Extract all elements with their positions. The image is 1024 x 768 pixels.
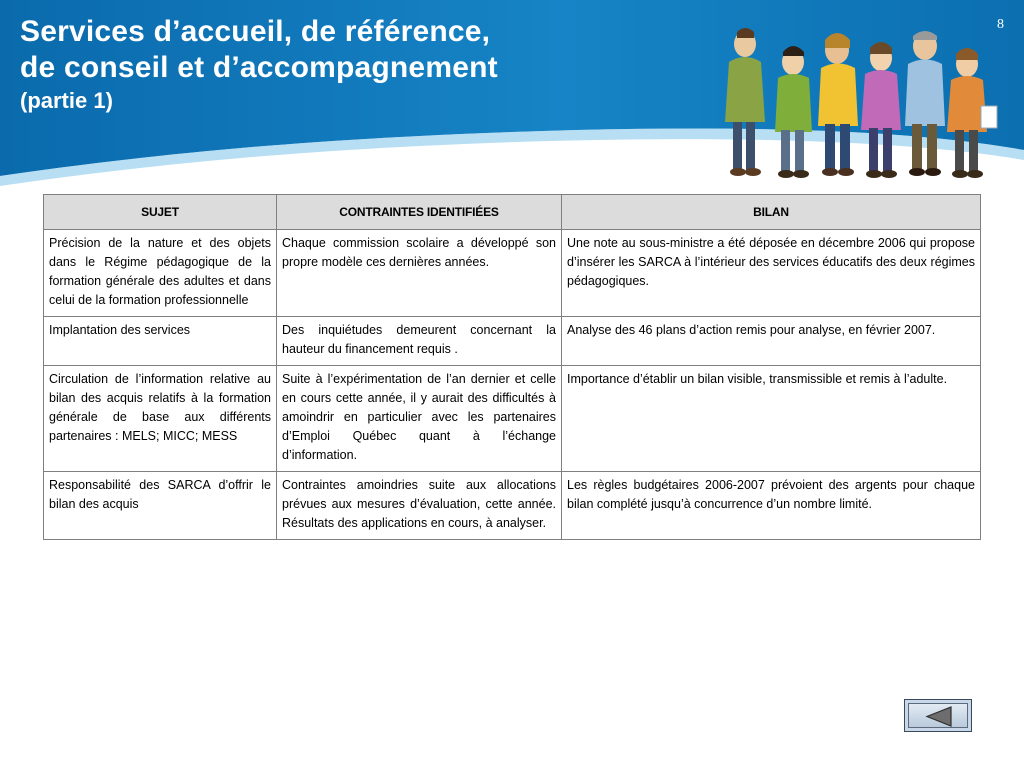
table-row	[44, 317, 981, 366]
table-container	[43, 194, 981, 540]
column-header-contraintes: CONTRAINTES IDENTIFIÉES	[277, 195, 562, 230]
cell-sujet: Responsabilité des SARCA d’offrir le bilan des acquis	[44, 472, 277, 540]
table-row	[44, 366, 981, 472]
column-header-bilan: BILAN	[562, 195, 981, 230]
title-line-2: de conseil et d’accompagnement	[20, 51, 498, 84]
cell-contraintes: Suite à l’expérimentation de l’an dernier et celle en cours cette année, il y aurait des difficultés à amoindrir en particulier avec les partenaires d’Emploi Québec quant à l’échange d’information.	[277, 366, 562, 472]
cell-sujet: Précision de la nature et des objets dans le Régime pédagogique de la formation générale des adultes et dans celui de la formation professionnelle	[44, 230, 277, 317]
cell-sujet: Circulation de l’information relative au bilan des acquis relatifs à la formation générale de base aux différents partenaires : MELS; MICC; MESS	[44, 366, 277, 472]
bilan-table	[43, 194, 981, 540]
person-figure-3	[818, 33, 858, 176]
cell-bilan: Les règles budgétaires 2006-2007 prévoient des argents pour chaque bilan complété jusqu’à concurrence d’un nombre limité.	[562, 472, 981, 540]
cell-contraintes: Chaque commission scolaire a développé son propre modèle ces dernières années.	[277, 230, 562, 317]
triangle-left-icon	[925, 706, 953, 727]
cell-contraintes: Des inquiétudes demeurent concernant la hauteur du financement requis .	[277, 317, 562, 366]
header-banner	[0, 0, 1024, 190]
cell-bilan: Une note au sous-ministre a été déposée en décembre 2006 qui propose d’insérer les SARCA à l’intérieur des services éducatifs des deux régimes pédagogiques.	[562, 230, 981, 317]
people-illustration	[715, 22, 1005, 184]
person-figure-2	[775, 46, 812, 178]
person-figure-6	[947, 48, 997, 178]
slide-title	[20, 14, 498, 114]
cell-bilan: Importance d’établir un bilan visible, transmissible et remis à l’adulte.	[562, 366, 981, 472]
person-figure-1	[725, 28, 765, 176]
cell-contraintes: Contraintes amoindries suite aux allocations prévues aux mesures d’évaluation, cette année. Résultats des applications en cours, à analyser.	[277, 472, 562, 540]
back-nav-button[interactable]	[904, 699, 972, 732]
cell-bilan: Analyse des 46 plans d’action remis pour analyse, en février 2007.	[562, 317, 981, 366]
person-figure-4	[861, 42, 901, 178]
table-row	[44, 230, 981, 317]
table-row	[44, 472, 981, 540]
cell-sujet: Implantation des services	[44, 317, 277, 366]
table-header-row	[44, 195, 981, 230]
title-subtitle: (partie 1)	[20, 88, 113, 113]
person-figure-5	[905, 31, 945, 176]
column-header-sujet: SUJET	[44, 195, 277, 230]
title-line-1: Services d’accueil, de référence,	[20, 15, 491, 48]
slide-number: 8	[997, 17, 1004, 32]
